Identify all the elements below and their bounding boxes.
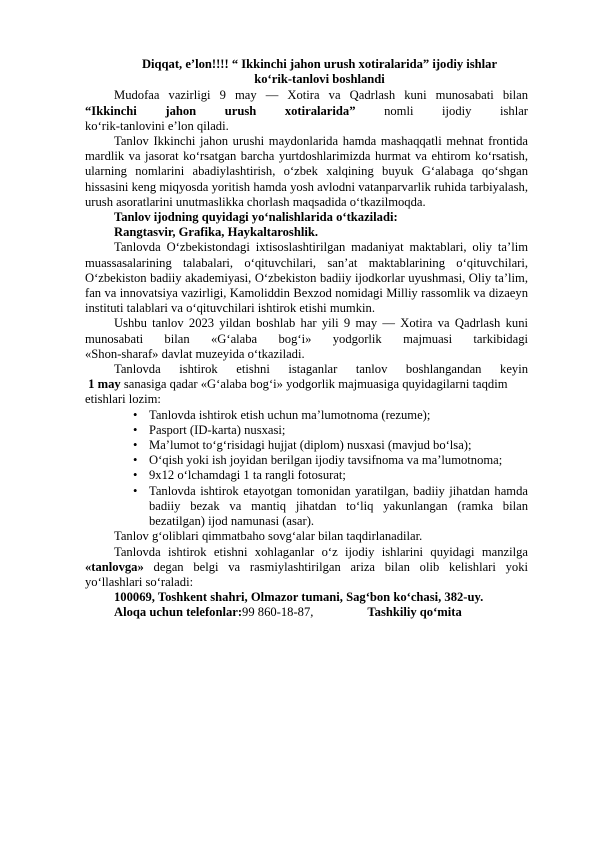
- list-item: [85, 484, 528, 530]
- list-item-text: O‘qish yoki ish joyidan berilgan ijodiy tavsifnoma va ma’lumotnoma;: [149, 453, 503, 468]
- venue-line-3: «Shon-sharaf» davlat muzeyida o‘tkaziladi.: [85, 346, 305, 361]
- intro-line-2-rest: nomli ijodiy ishlar: [355, 103, 528, 118]
- list-item-text: Tanlovda ishtirok etayotgan tomonidan yaratilgan, badiiy jihatdan hamda badiiy bezak va mantiq jihatdan to‘liq yakunlangan (ramka bilan bezatilgan) ijod namunasi (asar).: [149, 483, 528, 529]
- bullet-icon: •: [133, 483, 138, 498]
- list-item: [85, 468, 528, 483]
- submission-paragraph: [85, 362, 528, 408]
- title-line-2: ko‘rik-tanlovi boshlandi: [254, 72, 385, 87]
- list-item: [85, 453, 528, 468]
- submission-line-2: [85, 377, 528, 392]
- phone-number: 99 860-18-87,: [242, 605, 314, 620]
- list-item: [85, 408, 528, 423]
- venue-paragraph: [85, 316, 528, 362]
- application-rest: degan belgi va rasmiylashtirilgan ariza bilan olib kelishlari yoki yo‘llashlari so‘raladi:: [85, 559, 528, 589]
- prizes-paragraph: Tanlov g‘oliblari qimmatbaho sovg‘alar bilan taqdirlanadilar.: [114, 529, 423, 544]
- participants-paragraph: Tanlovda O‘zbekistondagi ixtisoslashtirilgan madaniyat maktablari, oliy ta’lim muassasalarining talabalari, o‘qituvchilari, san’at maktablarining o‘qituvchilari, O‘zbekiston badiiy akademiyasi, O‘zbekiston badiiy ijodkorlar uyushmasi, Oliy ta’lim, fan va innovatsiya vazirligi, Kamoliddin Bexzod nomidagi Milliy rassomlik va dizaeyn instituti talablari va o‘qituvchilari ishtirok etishi mumkin.: [85, 240, 528, 316]
- intro-line-2: [85, 104, 528, 119]
- intro-line-1: Mudofaa vazirligi 9 may — Xotira va Qadrlash kuni munosabati bilan: [114, 88, 528, 103]
- announcement-page: [85, 57, 528, 621]
- venue-line-1: Ushbu tanlov 2023 yildan boshlab har yili 9 may — Xotira va Qadrlash kuni: [114, 316, 528, 331]
- application-paragraph: [85, 545, 528, 591]
- list-item-text: Tanlovda ishtirok etish uchun ma’lumotnoma (rezume);: [149, 407, 431, 422]
- deadline-date: 1 may: [88, 377, 121, 392]
- intro-paragraph: [85, 88, 528, 134]
- bullet-icon: •: [133, 468, 138, 483]
- application-line-1: Tanlovda ishtirok etishni xohlaganlar o‘z ijodiy ishlarini quyidagi manzilga: [114, 544, 528, 559]
- list-item: [85, 423, 528, 438]
- requirements-list: [85, 408, 528, 530]
- list-item-text: Pasport (ID-karta) nusxasi;: [149, 422, 286, 437]
- envelope-mark: «tanlovga»: [85, 559, 144, 574]
- contact-line: [85, 605, 528, 620]
- address-line: 100069, Toshkent shahri, Olmazor tumani, Sag‘bon ko‘chasi, 382-uy.: [114, 590, 484, 605]
- submission-line-2-rest: sanasiga qadar «G‘alaba bog‘i» yodgorlik majmuasiga quyidagilarni taqdim: [120, 377, 508, 392]
- intro-line-3: ko‘rik-tanlovini e’lon qiladi.: [85, 118, 229, 133]
- bullet-icon: •: [133, 422, 138, 437]
- bullet-icon: •: [133, 407, 138, 422]
- bullet-icon: •: [133, 453, 138, 468]
- contest-name: “Ikkinchi jahon urush xotiralarida”: [85, 103, 356, 118]
- organizing-committee: Tashkiliy qo‘mita: [367, 605, 462, 620]
- purpose-paragraph: Tanlov Ikkinchi jahon urushi maydonlarida hamda mashaqqatli mehnat frontida mardlik va jasorat ko‘rsatgan barcha yurtdoshlarimizda hurmat va ehtirom ko‘rsatish, ularning nomlarini abadiylashtirish, o‘zbek xalqining buyuk G‘alabaga qo‘shgan hissasini keng miqyosda yoritish hamda yosh avlodni vatanparvarlik ruhida tarbiyalash, urush asoratlarini unutmaslikka chorlash maqsadida o‘tkazilmoqda.: [85, 134, 528, 209]
- list-item: [85, 438, 528, 453]
- title-line-1: Diqqat, e’lon!!!! “ Ikkinchi jahon urush xotiralarida” ijodiy ishlar: [141, 57, 498, 71]
- phone-label: Aloqa uchun telefonlar:: [114, 605, 243, 620]
- bullet-icon: •: [133, 438, 138, 453]
- venue-line-2: munosabati bilan «G‘alaba bog‘i» yodgorlik majmuasi tarkibidagi: [85, 331, 528, 346]
- directions-list: Rangtasvir, Grafika, Haykaltaroshlik.: [114, 225, 318, 240]
- directions-heading: Tanlov ijodning quyidagi yo‘nalishlarida o‘tkaziladi:: [114, 210, 398, 225]
- list-item-text: 9x12 o‘lchamdagi 1 ta rangli fotosurat;: [149, 468, 346, 483]
- list-item-text: Ma’lumot to‘g‘risidagi hujjat (diplom) nusxasi (mavjud bo‘lsa);: [149, 438, 472, 453]
- submission-line-1: Tanlovda ishtirok etishni istaganlar tanlov boshlangandan keyin: [114, 362, 528, 377]
- page-title: [85, 57, 528, 87]
- submission-line-3: etishlari lozim:: [85, 392, 161, 407]
